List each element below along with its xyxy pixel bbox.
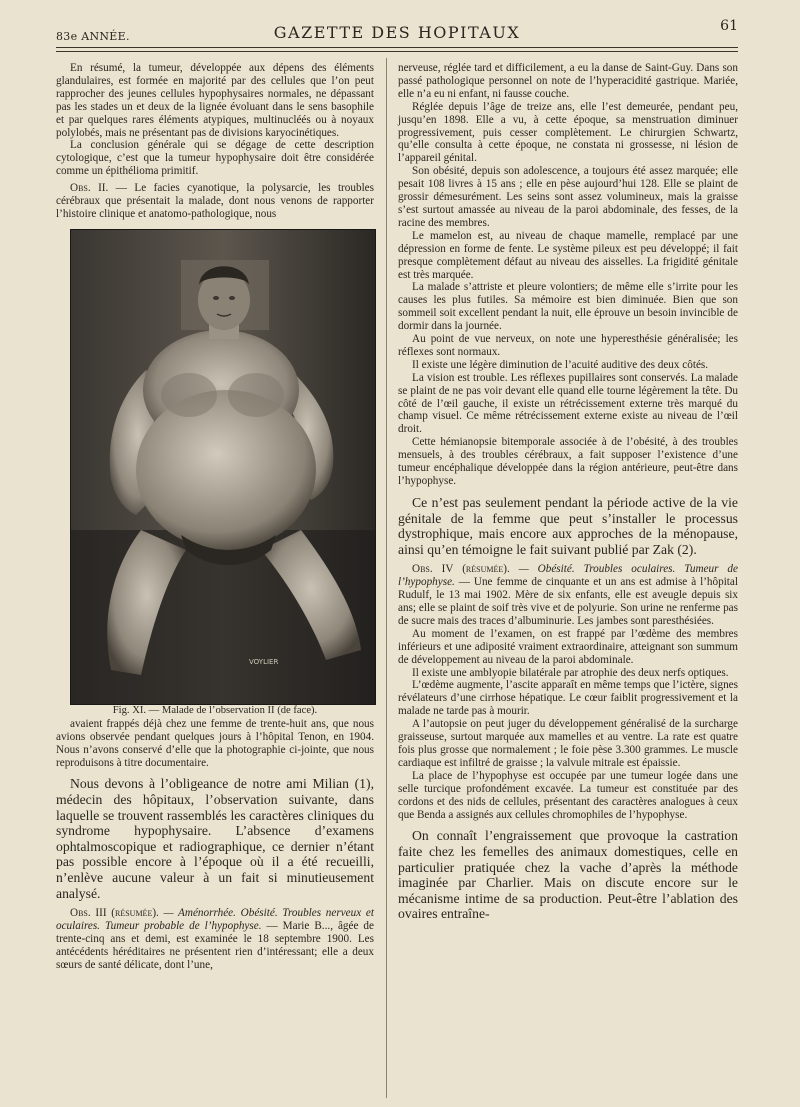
paragraph: Au moment de l’examen, on est frappé par l’œdème des membres inférieurs et une adiposité vraiment extraordinaire, atteignant son summum de développement au niveau de la paroi abdominale. xyxy=(398,627,738,666)
observation-title: — Aménorrhée. Obésité. Troubles nerveux et oculaires. Tumeur probable de l’hypophyse. xyxy=(56,907,374,933)
paragraph: La place de l’hypophyse est occupée par une tumeur logée dans une selle turcique profondément excavée. La tumeur est constituée par des cordons et des nids de cellules, présentant des caractères analogues à ceux que Benda a assignés aux cellules chromophiles de l’hypophyse. xyxy=(398,769,738,821)
photograph-image xyxy=(71,230,375,704)
photographer-mark: VOYLIER xyxy=(249,657,279,666)
observation-text: — Une femme de cinquante et un ans est admise à l’hôpital Rudulf, le 13 mai 1902. Mère de six enfants, elle est aveugle depuis six ans; elle se plaint de soif très vive et de polyurie. Son urine ne renferme pas de sucre mais des traces d’albuminurie. Les jambes sont paresthésiées. xyxy=(398,576,738,627)
figure-caption: Fig. XI. — Malade de l’observation II (de face). xyxy=(112,704,318,716)
paragraph: Au point de vue nerveux, on note une hyperesthésie généralisée; les réflexes sont normaux. xyxy=(398,333,738,358)
paragraph: nerveuse, réglée tard et difficilement, a eu la danse de Saint-Guy. Dans son passé pathologique personnel on note de l’hyperacidité gastrique. Mariée, elle n’a eu ni enfant, ni fausse couche. xyxy=(398,62,738,100)
observation-label: Obs. II. xyxy=(70,182,109,195)
observation-label: Obs. III (résumée). xyxy=(70,907,159,920)
paragraph-large: On connaît l’engraissement que provoque la castration faite chez les femelles des animaux domestiques, celle en particulier pratiquée chez la vache d’après la méthode imaginée par Charlier. Mais on discute encore sur le mécanisme intime de sa production. Peut-être l’ablation des ovaires entraîne- xyxy=(398,828,738,922)
page-number: 61 xyxy=(720,18,738,34)
paragraph: Réglée depuis l’âge de treize ans, elle l’est demeurée, pendant peu, jusqu’en 1898. Elle a vu, à cette époque, sa menstruation diminuer progressivement, puis cesser complètement. Le chirurgien Schwartz, qu’elle consulta à cette époque, ne constata ni grossesse, ni lésion de l’appareil génital. xyxy=(398,100,738,165)
observation-2 xyxy=(56,182,374,221)
header-rule xyxy=(56,47,738,48)
paragraph: L’œdème augmente, l’ascite apparaît en même temps que l’ictère, signes révélateurs d’une cirrhose hépatique. Le cœur faiblit progressivement et la malade ne tarde pas à mourir. xyxy=(398,679,738,718)
paragraph: A l’autopsie on peut juger du développement généralisé de la surcharge graisseuse, surtout marquée aux mamelles et au ventre. La rate est quatre fois plus grosse que normalement ; le foie pèse 3.300 grammes. Le muscle cardiaque est infiltré de graisse ; la valvule mitrale est épaissie. xyxy=(398,718,738,769)
paragraph: La vision est trouble. Les réflexes pupillaires sont conservés. La malade se plaint de ne pas voir devant elle quand elle tourne légèrement la tête. Du côté de l’œil gauche, il existe un rétrécissement externe très marqué du champ visuel. Ce même rétrécissement externe existe au niveau de l’œil droit. xyxy=(398,371,738,436)
paragraph-large: Nous devons à l’obligeance de notre ami Milian (1), médecin des hôpitaux, l’observation suivante, dans laquelle se trouvent rassemblés les caractères cliniques du syndrome hypophysaire. L’absence d’examens ophtalmoscopique et radiographique, ce dernier n’étant pas possible encore à l’époque où il a été recueilli, n’enlève aucune valeur à un fait si minutieusement analysé. xyxy=(56,776,374,901)
observation-label: Obs. IV (résumée). xyxy=(412,563,510,576)
paragraph: La malade s’attriste et pleure volontiers; de même elle s’irrite pour les causes les plus futiles. Sa mémoire est bien diminuée. Bien que son sommeil soit excellent pendant la nuit, elle éprouve un besoin invincible de dormir dans la journée. xyxy=(398,281,738,333)
paragraph: Cette hémianopsie bitemporale associée à de l’obésité, à des troubles mensuels, à des troubles cérébraux, a fait supposer l’existence d’une tumeur encéphalique développée dans la région antérieure, peut-être dans l’hypophyse. xyxy=(398,436,738,487)
header-rule-thin xyxy=(56,51,738,52)
left-column xyxy=(56,62,374,972)
right-column xyxy=(398,62,738,928)
patient-photograph xyxy=(70,229,376,705)
paragraph: Le mamelon est, au niveau de chaque mamelle, remplacé par une dépression en forme de fente. Le système pileux est peu développé; il fait presque complètement défaut au niveau des aisselles. La frigidité génitale est très marquée. xyxy=(398,229,738,281)
paragraph: En résumé, la tumeur, développée aux dépens des éléments glandulaires, est formée en majorité par des cellules que l’on peut rapprocher des jeunes cellules hypophysaires normales, ne dépassant pas les stades un et deux de la lignée évoluant dans le sens basophile et par quelques rares éléments atypiques, multinucléés ou à noyaux polylobés, mais ne présentant pas de divisions karyocinétiques. xyxy=(56,62,374,139)
page-header xyxy=(56,18,738,54)
paragraph: Il existe une légère diminution de l’acuité auditive des deux côtés. xyxy=(412,358,709,371)
journal-title: GAZETTE DES HOPITAUX xyxy=(273,23,521,42)
paragraph: La conclusion générale qui se dégage de cette description cytologique, c’est que la tumeur hypophysaire doit être considérée comme un épithélioma primitif. xyxy=(56,139,374,178)
observation-4 xyxy=(398,563,738,628)
paragraph: avaient frappés déjà chez une femme de trente-huit ans, que nous avions observée pendant quelques jours à l’hôpital Tenon, en 1904. Nous n’avons conservé d’elle que la photographie ci-jointe, que nous reproduisons à titre documentaire. xyxy=(56,717,374,769)
observation-text: — Marie B..., âgée de trente-cinq ans et demi, est examinée le 18 septembre 1900. Les antécédents héréditaires ne présentent rien d’intéressant; elle a deux sœurs de santé délicate, dont l’une, xyxy=(56,920,374,971)
column-divider xyxy=(386,58,387,1098)
paragraph: Il existe une amblyopie bilatérale par atrophie des deux nerfs optiques. xyxy=(412,666,729,679)
observation-text: — Le facies cyanotique, la polysarcie, les troubles cérébraux que présentait la malade, dont nous venons de rapporter l’histoire clinique et anatomo-pathologique, nous xyxy=(56,182,374,220)
paragraph-large: Ce n’est pas seulement pendant la période active de la vie génitale de la femme que peut s’installer le processus dystrophique, mais encore aux approches de la ménopause, ainsi qu’en témoigne le fait suivant publié par Zak (2). xyxy=(398,494,738,557)
paragraph: Son obésité, depuis son adolescence, a toujours été assez marquée; elle pesait 108 livres à 15 ans ; elle en pèse aujourd’hui 128. Elle se plaint de grossir démesurément. Les seins sont assez volumineux, mais la graisse s’est surtout amassée au niveau de la paroi abdominale, des fesses, de la racine des membres. xyxy=(398,165,738,229)
observation-title: — Obésité. Troubles oculaires. Tumeur de l’hypophyse. xyxy=(398,563,738,589)
observation-3 xyxy=(56,907,374,972)
volume-label: 83e ANNÉE. xyxy=(56,30,130,43)
